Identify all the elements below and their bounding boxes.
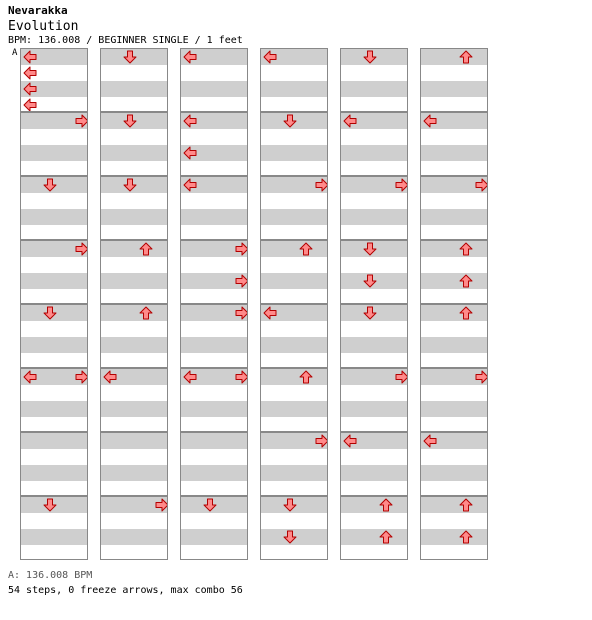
beat-stripe bbox=[261, 81, 327, 97]
measure-34 bbox=[340, 112, 408, 176]
up-arrow-icon bbox=[459, 530, 473, 544]
measure-10 bbox=[100, 112, 168, 176]
measure-39 bbox=[340, 432, 408, 496]
measure-6 bbox=[20, 368, 88, 432]
right-arrow-icon bbox=[315, 434, 328, 448]
measure-46 bbox=[420, 368, 488, 432]
beat-stripe bbox=[421, 337, 487, 353]
measure-47 bbox=[420, 432, 488, 496]
down-arrow-icon bbox=[363, 306, 377, 320]
bpm-marker-label: A bbox=[12, 48, 18, 58]
measure-2 bbox=[20, 112, 88, 176]
beat-stripe bbox=[101, 241, 167, 257]
down-arrow-icon bbox=[123, 50, 137, 64]
left-arrow-icon bbox=[183, 114, 197, 128]
beat-stripe bbox=[341, 529, 407, 545]
measure-20 bbox=[180, 240, 248, 304]
up-arrow-icon bbox=[459, 306, 473, 320]
left-arrow-icon bbox=[183, 146, 197, 160]
chart-column bbox=[180, 48, 248, 560]
beat-stripe bbox=[21, 273, 87, 289]
right-arrow-icon bbox=[235, 242, 248, 256]
right-arrow-icon bbox=[475, 178, 488, 192]
artist-name: Nevarakka bbox=[8, 4, 68, 17]
measure-12 bbox=[100, 240, 168, 304]
beat-stripe bbox=[421, 529, 487, 545]
right-arrow-icon bbox=[235, 306, 248, 320]
beat-stripe bbox=[181, 81, 247, 97]
beat-stripe bbox=[101, 145, 167, 161]
measure-7 bbox=[20, 432, 88, 496]
measure-4 bbox=[20, 240, 88, 304]
beat-stripe bbox=[421, 241, 487, 257]
left-arrow-icon bbox=[103, 370, 117, 384]
beat-stripe bbox=[421, 305, 487, 321]
left-arrow-icon bbox=[263, 306, 277, 320]
beat-stripe bbox=[181, 433, 247, 449]
left-arrow-icon bbox=[183, 178, 197, 192]
right-arrow-icon bbox=[75, 370, 88, 384]
down-arrow-icon bbox=[43, 306, 57, 320]
chart-column bbox=[100, 48, 168, 560]
measure-38 bbox=[340, 368, 408, 432]
measure-31 bbox=[260, 432, 328, 496]
measure-35 bbox=[340, 176, 408, 240]
chart-column bbox=[340, 48, 408, 560]
beat-stripe bbox=[261, 465, 327, 481]
measure-18 bbox=[180, 112, 248, 176]
beat-stripe bbox=[261, 401, 327, 417]
beat-stripe bbox=[341, 497, 407, 513]
down-arrow-icon bbox=[123, 178, 137, 192]
beat-stripe bbox=[101, 305, 167, 321]
left-arrow-icon bbox=[423, 114, 437, 128]
beat-stripe bbox=[101, 465, 167, 481]
beat-stripe bbox=[21, 145, 87, 161]
right-arrow-icon bbox=[395, 178, 408, 192]
beat-stripe bbox=[181, 529, 247, 545]
beat-stripe bbox=[421, 273, 487, 289]
left-arrow-icon bbox=[23, 98, 37, 112]
chart-column bbox=[260, 48, 328, 560]
up-arrow-icon bbox=[139, 242, 153, 256]
up-arrow-icon bbox=[379, 530, 393, 544]
beat-stripe bbox=[261, 273, 327, 289]
chart-column bbox=[420, 48, 488, 560]
down-arrow-icon bbox=[43, 178, 57, 192]
beat-stripe bbox=[261, 369, 327, 385]
measure-11 bbox=[100, 176, 168, 240]
measure-22 bbox=[180, 368, 248, 432]
right-arrow-icon bbox=[75, 114, 88, 128]
beat-stripe bbox=[101, 337, 167, 353]
measure-28 bbox=[260, 240, 328, 304]
beat-stripe bbox=[181, 465, 247, 481]
up-arrow-icon bbox=[379, 498, 393, 512]
measure-3 bbox=[20, 176, 88, 240]
up-arrow-icon bbox=[139, 306, 153, 320]
measure-21 bbox=[180, 304, 248, 368]
left-arrow-icon bbox=[23, 370, 37, 384]
right-arrow-icon bbox=[315, 178, 328, 192]
measure-48 bbox=[420, 496, 488, 560]
beat-stripe bbox=[101, 433, 167, 449]
down-arrow-icon bbox=[363, 274, 377, 288]
beat-stripe bbox=[341, 401, 407, 417]
measure-36 bbox=[340, 240, 408, 304]
beat-stripe bbox=[421, 81, 487, 97]
measure-23 bbox=[180, 432, 248, 496]
beat-stripe bbox=[421, 497, 487, 513]
left-arrow-icon bbox=[183, 370, 197, 384]
bpm-legend: A: 136.008 BPM bbox=[8, 570, 93, 581]
down-arrow-icon bbox=[123, 114, 137, 128]
beat-stripe bbox=[261, 241, 327, 257]
up-arrow-icon bbox=[459, 242, 473, 256]
measure-15 bbox=[100, 432, 168, 496]
beat-stripe bbox=[21, 337, 87, 353]
beat-stripe bbox=[181, 337, 247, 353]
beat-stripe bbox=[421, 145, 487, 161]
beat-stripe bbox=[261, 209, 327, 225]
measure-9 bbox=[100, 48, 168, 112]
down-arrow-icon bbox=[363, 50, 377, 64]
measure-17 bbox=[180, 48, 248, 112]
measure-44 bbox=[420, 240, 488, 304]
up-arrow-icon bbox=[299, 242, 313, 256]
left-arrow-icon bbox=[23, 66, 37, 80]
beat-stripe bbox=[21, 433, 87, 449]
down-arrow-icon bbox=[283, 114, 297, 128]
measure-40 bbox=[340, 496, 408, 560]
measure-43 bbox=[420, 176, 488, 240]
right-arrow-icon bbox=[75, 242, 88, 256]
beat-stripe bbox=[341, 145, 407, 161]
left-arrow-icon bbox=[343, 114, 357, 128]
beat-stripe bbox=[181, 401, 247, 417]
measure-13 bbox=[100, 304, 168, 368]
up-arrow-icon bbox=[459, 274, 473, 288]
beat-stripe bbox=[421, 49, 487, 65]
measure-27 bbox=[260, 176, 328, 240]
measure-41 bbox=[420, 48, 488, 112]
beat-stripe bbox=[21, 465, 87, 481]
up-arrow-icon bbox=[459, 50, 473, 64]
left-arrow-icon bbox=[183, 50, 197, 64]
beat-stripe bbox=[21, 401, 87, 417]
measure-19 bbox=[180, 176, 248, 240]
measure-30 bbox=[260, 368, 328, 432]
measure-26 bbox=[260, 112, 328, 176]
beat-stripe bbox=[341, 337, 407, 353]
down-arrow-icon bbox=[363, 242, 377, 256]
right-arrow-icon bbox=[235, 274, 248, 288]
step-stats: 54 steps, 0 freeze arrows, max combo 56 bbox=[8, 585, 243, 596]
left-arrow-icon bbox=[23, 50, 37, 64]
left-arrow-icon bbox=[343, 434, 357, 448]
down-arrow-icon bbox=[283, 530, 297, 544]
beat-stripe bbox=[261, 337, 327, 353]
beat-stripe bbox=[341, 209, 407, 225]
measure-8 bbox=[20, 496, 88, 560]
measure-45 bbox=[420, 304, 488, 368]
beat-stripe bbox=[101, 81, 167, 97]
beat-stripe bbox=[21, 209, 87, 225]
beat-stripe bbox=[341, 465, 407, 481]
song-title: Evolution bbox=[8, 19, 79, 34]
beat-stripe bbox=[101, 209, 167, 225]
measure-1 bbox=[20, 48, 88, 112]
beat-stripe bbox=[21, 529, 87, 545]
down-arrow-icon bbox=[203, 498, 217, 512]
left-arrow-icon bbox=[23, 82, 37, 96]
measure-14 bbox=[100, 368, 168, 432]
measure-33 bbox=[340, 48, 408, 112]
up-arrow-icon bbox=[459, 498, 473, 512]
measure-24 bbox=[180, 496, 248, 560]
down-arrow-icon bbox=[43, 498, 57, 512]
beat-stripe bbox=[101, 401, 167, 417]
measure-42 bbox=[420, 112, 488, 176]
beat-stripe bbox=[421, 465, 487, 481]
beat-stripe bbox=[101, 273, 167, 289]
measure-29 bbox=[260, 304, 328, 368]
measure-16 bbox=[100, 496, 168, 560]
right-arrow-icon bbox=[235, 370, 248, 384]
measure-5 bbox=[20, 304, 88, 368]
right-arrow-icon bbox=[475, 370, 488, 384]
right-arrow-icon bbox=[395, 370, 408, 384]
left-arrow-icon bbox=[263, 50, 277, 64]
beat-stripe bbox=[101, 529, 167, 545]
beat-stripe bbox=[181, 209, 247, 225]
up-arrow-icon bbox=[299, 370, 313, 384]
beat-stripe bbox=[421, 209, 487, 225]
chart-column bbox=[20, 48, 88, 560]
down-arrow-icon bbox=[283, 498, 297, 512]
measure-25 bbox=[260, 48, 328, 112]
beat-stripe bbox=[421, 401, 487, 417]
chart-info: BPM: 136.008 / BEGINNER SINGLE / 1 feet bbox=[8, 35, 243, 46]
right-arrow-icon bbox=[155, 498, 168, 512]
measure-32 bbox=[260, 496, 328, 560]
left-arrow-icon bbox=[423, 434, 437, 448]
beat-stripe bbox=[261, 145, 327, 161]
beat-stripe bbox=[341, 81, 407, 97]
measure-37 bbox=[340, 304, 408, 368]
